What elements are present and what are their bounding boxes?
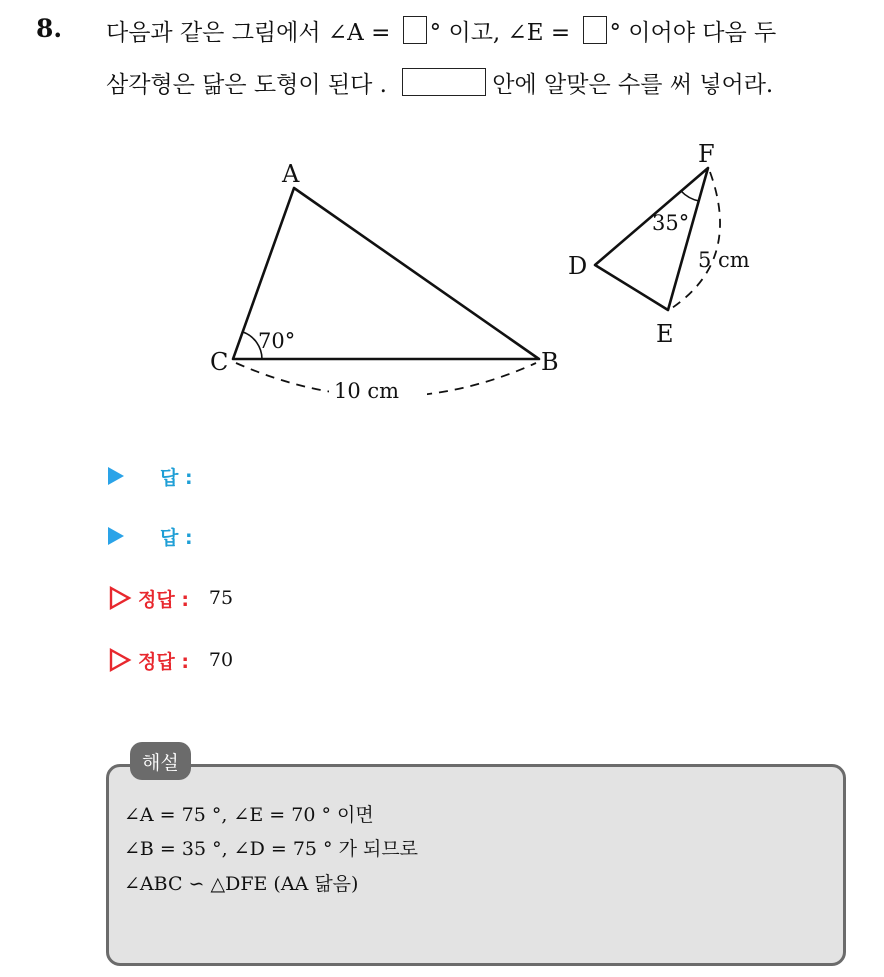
label-b: B: [541, 348, 559, 376]
answer-blank-box[interactable]: [403, 16, 427, 44]
play-arrow-icon: [108, 467, 124, 485]
outline-triangle-icon: [108, 585, 132, 611]
question-text-line-1: [106, 14, 776, 47]
correct-answer-value: 70: [208, 649, 234, 671]
question-text-part: ° 이어야 다음 두: [609, 20, 777, 46]
label-a: A: [282, 160, 300, 188]
answer-row-2: [108, 521, 193, 551]
answer-row-1: [108, 461, 193, 491]
question-text-part: 안에 알맞은 수를 써 넣어라.: [492, 72, 774, 98]
solution-line: ∠ABC ∽ △DFE (AA 닮음): [124, 873, 359, 895]
label-d: D: [568, 252, 588, 280]
solution-box: [106, 764, 846, 966]
outline-triangle-icon: [108, 647, 132, 673]
label-c: C: [210, 348, 229, 376]
angle-f-label: 35°: [652, 211, 690, 235]
answer-blank-box[interactable]: [583, 16, 607, 44]
angle-f-arc: [681, 191, 699, 201]
solution-line: ∠B = 35 °, ∠D = 75 ° 가 되므로: [124, 838, 419, 860]
correct-answer-value: 75: [208, 587, 234, 609]
triangle-figure: [0, 120, 884, 420]
answer-label: 답 :: [160, 526, 193, 549]
label-f: F: [698, 140, 715, 168]
label-e: E: [656, 320, 674, 348]
answer-blank-box[interactable]: [402, 68, 486, 96]
correct-answer-label: 정답 :: [138, 588, 189, 611]
question-number: 8.: [36, 14, 63, 43]
correct-answer-row-2: [108, 645, 233, 675]
answer-label: 답 :: [160, 466, 193, 489]
question-text-part: 삼각형은 닮은 도형이 된다 .: [106, 72, 395, 98]
question-text-line-2: [106, 66, 773, 99]
play-arrow-icon: [108, 527, 124, 545]
question-text-part: ° 이고, ∠E =: [429, 20, 578, 46]
angle-c-label: 70°: [258, 329, 296, 353]
side-fe-label: 5 cm: [698, 248, 750, 272]
triangle-dfe: [595, 168, 708, 310]
solution-line: ∠A = 75 °, ∠E = 70 ° 이면: [124, 804, 374, 826]
correct-answer-label: 정답 :: [138, 650, 189, 673]
correct-answer-row-1: [108, 583, 233, 613]
solution-tag: 해설: [130, 742, 191, 780]
side-cb-label: 10 cm: [334, 379, 400, 403]
question-text-part: 다음과 같은 그림에서 ∠A =: [106, 20, 398, 46]
